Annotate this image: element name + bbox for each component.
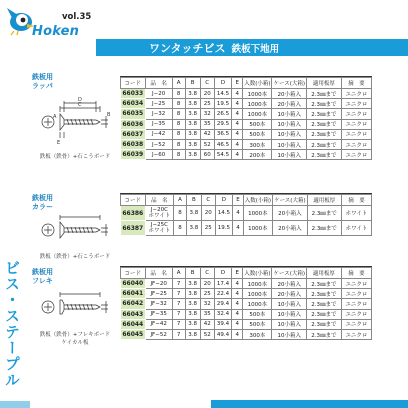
table-cell: JF−52 — [145, 329, 172, 339]
table-cell: 2.3㎜まで — [307, 89, 342, 99]
product-code-cell: 66387 — [121, 221, 146, 236]
table-cell: 22.4 — [214, 289, 232, 299]
brand-logo — [6, 6, 92, 40]
table-cell: 14.5 — [215, 206, 233, 221]
column-header: 適用板厚 — [307, 268, 342, 279]
table-cell: JF−35 — [145, 309, 172, 319]
table-cell: 2.3㎜まで — [307, 309, 342, 319]
table-cell: 4 — [232, 329, 243, 339]
product-code-cell: 66044 — [122, 320, 144, 328]
table-cell: 42 — [200, 319, 214, 329]
table-cell: ユニクロ — [341, 129, 371, 139]
table-cell: J−52 — [145, 139, 172, 149]
title-main: ワンタッチビス — [149, 42, 226, 55]
section-caption: 鉄板（鉄骨）+石こうボード — [39, 254, 111, 260]
table-cell: 10小箱入 — [272, 309, 307, 319]
product-code-cell: 66043 — [122, 310, 144, 318]
table-cell: 20小箱入 — [273, 221, 308, 236]
table-cell: 200本 — [243, 150, 272, 160]
table-cell: 32 — [200, 109, 214, 119]
table-cell: 3.8 — [186, 206, 201, 221]
table-cell: 20小箱入 — [273, 206, 308, 221]
table-cell: ホワイト — [341, 206, 371, 221]
column-header: A — [174, 195, 187, 206]
column-header: E — [232, 78, 243, 89]
table-cell: 300本 — [243, 329, 272, 339]
table-cell: 3.8 — [185, 109, 200, 119]
section-label-line: カラー — [32, 203, 53, 211]
section-label-flexi — [32, 268, 53, 286]
table-cell — [145, 206, 174, 221]
table-cell: 10小箱入 — [272, 329, 307, 339]
table-cell: ユニクロ — [341, 109, 371, 119]
table-cell: ユニクロ — [341, 329, 371, 339]
table-cell: 3.8 — [185, 309, 200, 319]
table-row — [121, 206, 372, 221]
table-cell: ユニクロ — [341, 299, 371, 309]
table-cell: 1000本 — [243, 99, 272, 109]
product-name: J−20C — [150, 207, 168, 213]
table-cell: 3.8 — [185, 119, 200, 129]
table-cell: 2.3㎜まで — [307, 289, 342, 299]
table-header-row — [121, 78, 372, 89]
table-cell: ユニクロ — [341, 99, 371, 109]
table-row — [121, 289, 372, 299]
product-color-name: ホワイト — [148, 228, 171, 234]
table-cell: 10小箱入 — [272, 109, 307, 119]
table-cell: 1000本 — [243, 289, 272, 299]
table-cell: 500本 — [243, 129, 272, 139]
section-caption: 鉄板（鉄骨）+石こうボード — [39, 154, 111, 160]
table-cell: 4 — [232, 129, 243, 139]
table-row — [121, 279, 372, 289]
product-code-cell: 66037 — [122, 130, 144, 138]
table-cell: ユニクロ — [341, 150, 371, 160]
table-cell: 4 — [233, 221, 244, 236]
column-header: 適用板厚 — [307, 195, 341, 206]
table-cell: 8 — [172, 89, 185, 99]
table-cell: 52 — [200, 329, 214, 339]
table-cell: 20 — [200, 279, 214, 289]
table-cell: ユニクロ — [341, 319, 371, 329]
table-cell: 2.3㎜まで — [307, 206, 341, 221]
table-cell: 2.3㎜まで — [307, 129, 342, 139]
table-cell: 4 — [232, 279, 243, 289]
bottom-accent-bar — [211, 400, 408, 408]
product-name: J−25C — [150, 222, 168, 228]
column-header: D — [214, 78, 232, 89]
product-code-cell: 66042 — [122, 300, 144, 308]
product-code-cell: 66036 — [122, 120, 144, 128]
table-cell: 25 — [200, 289, 214, 299]
table-cell — [145, 221, 174, 236]
column-header: ケース(大箱) — [272, 268, 307, 279]
spec-table-color — [120, 194, 372, 236]
table-cell: 500本 — [243, 119, 272, 129]
table-cell: 35 — [200, 309, 214, 319]
table-cell: 8 — [172, 139, 185, 149]
page-title — [149, 40, 279, 56]
spec-table-flexi — [120, 267, 372, 340]
product-code-cell: 66041 — [122, 290, 144, 298]
section-label-line: 鉄板用 — [32, 73, 53, 81]
table-cell: 3.8 — [185, 99, 200, 109]
table-row — [121, 299, 372, 309]
section-caption — [32, 330, 118, 346]
table-header-row — [121, 268, 372, 279]
table-row — [121, 309, 372, 319]
column-header: B — [185, 268, 200, 279]
table-row — [121, 129, 372, 139]
table-cell: 7 — [172, 289, 185, 299]
table-cell: 10小箱入 — [272, 139, 307, 149]
section-label-line: ラッパ — [32, 82, 53, 90]
column-header: 品 名 — [145, 195, 174, 206]
table-cell: 2.3㎜まで — [307, 329, 342, 339]
table-cell: 10小箱入 — [272, 319, 307, 329]
table-cell: JF−25 — [145, 289, 172, 299]
table-cell: 10小箱入 — [272, 299, 307, 309]
dim-a-label: A — [53, 114, 57, 120]
table-cell: 20小箱入 — [272, 89, 307, 99]
table-cell: 4 — [232, 139, 243, 149]
table-cell: 8 — [174, 221, 187, 236]
screw-diagram-trumpet — [40, 92, 112, 148]
table-cell: 25 — [201, 221, 215, 236]
table-cell: J−42 — [145, 129, 172, 139]
table-cell: 8 — [174, 206, 187, 221]
dim-d-label: D — [78, 97, 82, 103]
table-cell: 4 — [232, 289, 243, 299]
table-row — [121, 221, 372, 236]
column-header: B — [185, 78, 200, 89]
table-cell: 54.5 — [214, 150, 232, 160]
table-cell: 8 — [172, 119, 185, 129]
table-cell: 19.5 — [214, 99, 232, 109]
column-header: 適用板厚 — [307, 78, 342, 89]
table-cell: 10小箱入 — [272, 129, 307, 139]
table-cell: 500本 — [243, 319, 272, 329]
table-cell: J−20 — [145, 89, 172, 99]
table-cell: ホワイト — [341, 221, 371, 236]
product-color-name: ホワイト — [148, 213, 171, 219]
section-label-trumpet — [32, 73, 53, 91]
column-header: 摘 要 — [341, 268, 371, 279]
table-cell: 39.4 — [214, 319, 232, 329]
table-cell: JF−20 — [145, 279, 172, 289]
brand-name: Hoken — [32, 24, 80, 39]
section-label-line: フレキ — [32, 277, 53, 285]
table-cell: 3.8 — [185, 150, 200, 160]
table-cell: 1000本 — [243, 299, 272, 309]
table-cell: ユニクロ — [341, 279, 371, 289]
table-cell: J−25 — [145, 99, 172, 109]
table-cell: 3.8 — [185, 319, 200, 329]
table-cell: 3.8 — [185, 89, 200, 99]
table-row — [121, 139, 372, 149]
table-cell: 4 — [232, 299, 243, 309]
column-header: C — [201, 195, 215, 206]
table-cell: 8 — [172, 99, 185, 109]
table-cell: 49.4 — [214, 329, 232, 339]
table-row — [121, 99, 372, 109]
column-header: C — [200, 78, 214, 89]
table-cell: 52 — [200, 139, 214, 149]
table-row — [121, 89, 372, 99]
table-cell: 46.5 — [214, 139, 232, 149]
table-cell: 1000本 — [243, 89, 272, 99]
table-cell: 2.3㎜まで — [307, 139, 342, 149]
table-cell: ユニクロ — [341, 89, 371, 99]
table-cell: 35 — [200, 119, 214, 129]
table-cell: 4 — [233, 206, 244, 221]
table-cell: ユニクロ — [341, 119, 371, 129]
table-cell: 3.8 — [186, 221, 201, 236]
table-cell: 2.3㎜まで — [307, 279, 342, 289]
table-cell: 3.8 — [185, 129, 200, 139]
table-header-row — [121, 195, 372, 206]
product-code-cell: 66033 — [122, 90, 144, 98]
table-cell: 20小箱入 — [272, 289, 307, 299]
table-cell: 7 — [172, 309, 185, 319]
product-code-cell: 66034 — [122, 100, 144, 108]
table-cell: ユニクロ — [341, 309, 371, 319]
table-cell: 2.3㎜まで — [307, 119, 342, 129]
table-cell: 4 — [232, 119, 243, 129]
table-cell: JF−42 — [145, 319, 172, 329]
table-cell: 29.5 — [214, 119, 232, 129]
table-cell: 2.3㎜まで — [307, 221, 341, 236]
table-row — [121, 150, 372, 160]
table-cell: 8 — [172, 129, 185, 139]
column-header: D — [214, 268, 232, 279]
column-header: 入数(小箱) — [243, 268, 272, 279]
screw-diagram-flexi — [40, 286, 112, 328]
bottom-left-accent — [0, 401, 30, 408]
table-row — [121, 319, 372, 329]
table-cell: 500本 — [243, 309, 272, 319]
table-cell: 10小箱入 — [272, 150, 307, 160]
table-row — [121, 119, 372, 129]
column-header: 入数(小箱) — [243, 195, 272, 206]
column-header: 摘 要 — [341, 195, 371, 206]
table-cell: 19.5 — [215, 221, 233, 236]
column-header: 品 名 — [145, 78, 172, 89]
table-cell: 3.8 — [185, 139, 200, 149]
table-cell: 4 — [232, 150, 243, 160]
table-cell: 7 — [172, 279, 185, 289]
table-cell: ユニクロ — [341, 289, 371, 299]
table-cell: 300本 — [243, 139, 272, 149]
table-cell: 36.5 — [214, 129, 232, 139]
volume-label: vol.35 — [62, 12, 92, 22]
table-cell: 32 — [200, 299, 214, 309]
column-header: A — [172, 268, 185, 279]
table-cell: 60 — [200, 150, 214, 160]
table-cell: 1000本 — [243, 109, 272, 119]
column-header: E — [232, 268, 243, 279]
column-header: A — [172, 78, 185, 89]
title-subtitle: 鉄板下地用 — [231, 44, 280, 55]
table-cell: J−32 — [145, 109, 172, 119]
table-cell: J−60 — [145, 150, 172, 160]
table-cell: 1000本 — [243, 221, 272, 236]
product-code-cell: 66386 — [121, 206, 146, 221]
table-cell: 4 — [232, 89, 243, 99]
table-cell: 2.3㎜まで — [307, 319, 342, 329]
column-header: 入数(小箱) — [243, 78, 272, 89]
product-code-cell: 66038 — [122, 141, 144, 149]
table-cell: 17.4 — [214, 279, 232, 289]
column-header: ケース(大箱) — [273, 195, 308, 206]
table-cell: 2.3㎜まで — [307, 299, 342, 309]
column-header: D — [215, 195, 233, 206]
side-category-label: ビス・ステープル — [3, 260, 21, 388]
column-header: ケース(大箱) — [272, 78, 307, 89]
section-label-line: 鉄板用 — [32, 194, 53, 202]
product-code-cell: 66045 — [122, 331, 144, 339]
table-cell: 8 — [172, 150, 185, 160]
column-header: B — [186, 195, 201, 206]
table-cell: 8 — [172, 109, 185, 119]
table-cell: 7 — [172, 329, 185, 339]
column-header: 品 名 — [145, 268, 172, 279]
product-code-cell: 66035 — [122, 110, 144, 118]
table-cell: 3.8 — [185, 279, 200, 289]
table-cell: 42 — [200, 129, 214, 139]
section-label-line: 鉄板用 — [32, 268, 53, 276]
table-cell: 20小箱入 — [272, 99, 307, 109]
spec-table-trumpet — [120, 77, 372, 160]
table-cell: 2.3㎜まで — [307, 150, 342, 160]
table-cell: 1000本 — [243, 206, 272, 221]
dim-b-label: B — [107, 112, 111, 118]
table-cell: 7 — [172, 319, 185, 329]
table-cell: 2.3㎜まで — [307, 109, 342, 119]
dim-e-label: E — [57, 140, 61, 146]
section-caption-line: 鉄板（鉄骨）+フレキボード — [39, 332, 111, 338]
column-header: コード — [121, 268, 146, 279]
column-header: 摘 要 — [341, 78, 371, 89]
product-code-cell: 66039 — [122, 151, 144, 159]
dim-c-label: C — [78, 102, 82, 108]
table-cell: 2.3㎜まで — [307, 99, 342, 109]
table-cell: 3.8 — [185, 299, 200, 309]
column-header: コード — [121, 78, 146, 89]
table-cell: 20小箱入 — [272, 279, 307, 289]
product-code-cell: 66040 — [122, 280, 144, 288]
table-cell: 4 — [232, 99, 243, 109]
table-cell: 29.4 — [214, 299, 232, 309]
table-cell: 25 — [200, 99, 214, 109]
table-cell: 20 — [201, 206, 215, 221]
column-header: C — [200, 268, 214, 279]
table-cell: 26.5 — [214, 109, 232, 119]
table-cell: 14.5 — [214, 89, 232, 99]
screw-diagram-color — [40, 210, 112, 250]
column-header: コード — [121, 195, 146, 206]
table-cell: 4 — [232, 109, 243, 119]
table-cell: J−35 — [145, 119, 172, 129]
table-row — [121, 329, 372, 339]
table-cell: 20 — [200, 89, 214, 99]
table-cell: 32.4 — [214, 309, 232, 319]
section-caption-line: ケイカル板 — [61, 340, 89, 346]
table-cell: 1000本 — [243, 279, 272, 289]
table-cell: 3.8 — [185, 329, 200, 339]
table-cell: 4 — [232, 309, 243, 319]
table-cell: 10小箱入 — [272, 119, 307, 129]
table-row — [121, 109, 372, 119]
table-cell: ユニクロ — [341, 139, 371, 149]
table-cell: 3.8 — [185, 289, 200, 299]
table-cell: 4 — [232, 319, 243, 329]
column-header: E — [233, 195, 244, 206]
table-cell: JF−32 — [145, 299, 172, 309]
table-cell: 7 — [172, 299, 185, 309]
